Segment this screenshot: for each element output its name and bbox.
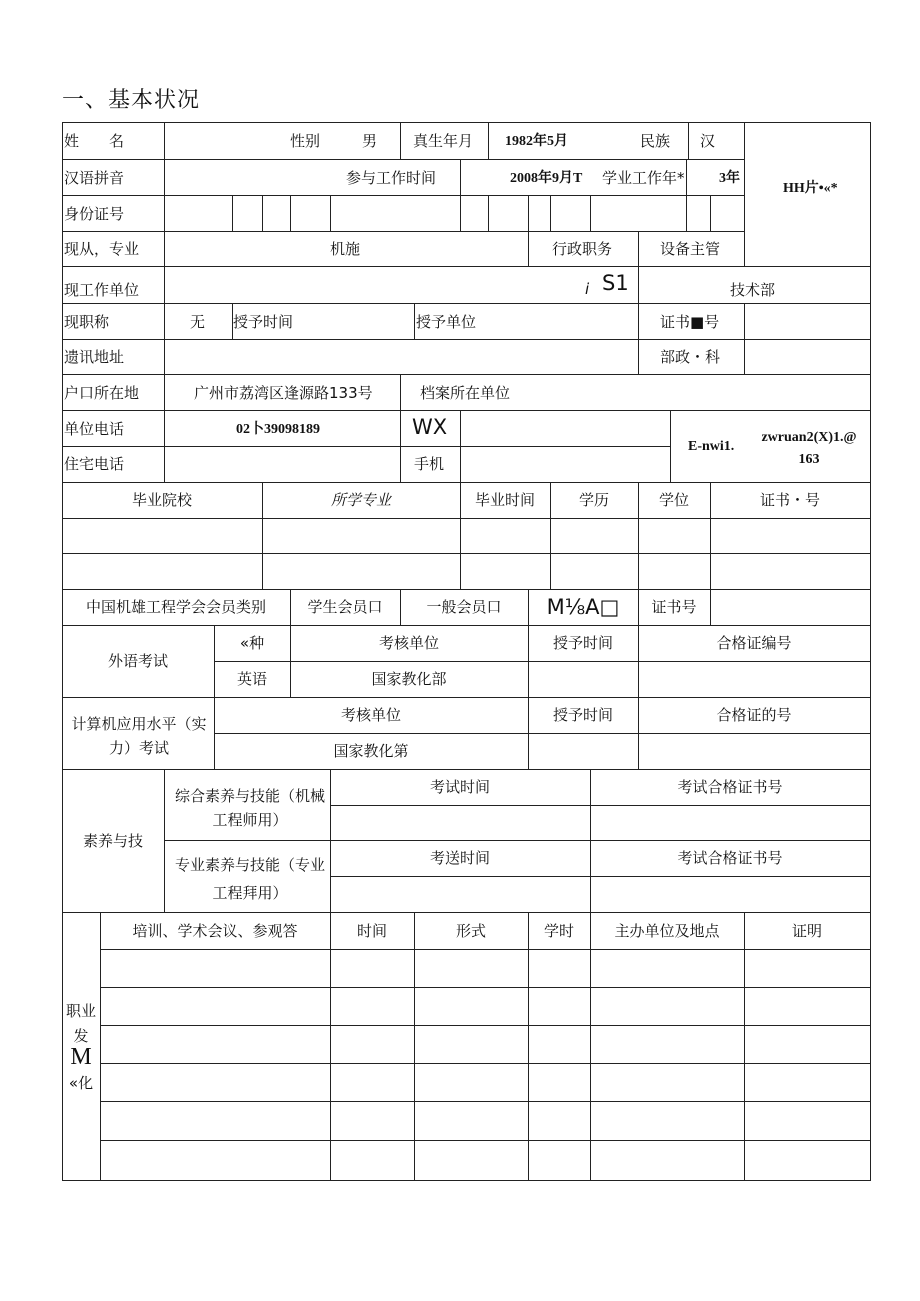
quality-general-label: 综合素养与技能（机械工程师用）: [174, 787, 325, 829]
admin-label: 行政职务: [552, 240, 613, 258]
birth-label: 真生年月: [413, 132, 474, 150]
edu-header-degree-level: 学历: [578, 491, 609, 509]
membership-cert-label: 证书号: [651, 598, 697, 616]
quality-label: 素养与技: [82, 832, 143, 850]
work-years-value: 3年: [719, 171, 740, 186]
quality-general-cert-label: 考试合格证书号: [677, 778, 783, 796]
dept-value: 技术部: [730, 281, 776, 299]
gender-value: 男: [362, 132, 378, 150]
training-header-proof: 证明: [791, 922, 822, 940]
title-value: 无: [190, 313, 206, 331]
edu-header-time: 毕业时间: [474, 491, 535, 509]
training-header-hours: 学时: [543, 922, 574, 940]
work-years-label: 学业工作年*: [602, 169, 685, 187]
unit-label: 现工作单位: [64, 281, 140, 299]
wx-mark: WX: [412, 415, 448, 439]
ethnicity-value: 汉: [700, 132, 716, 150]
computer-unit-label: 考核单位: [340, 706, 401, 724]
foreign-exam-label: 外语考试: [107, 652, 168, 670]
grant-unit-label: 授予单位: [416, 313, 477, 331]
training-header-host: 主办单位及地点: [614, 922, 720, 940]
admin-value: 设备主管: [660, 240, 721, 258]
quality-special-time-label: 考送时间: [429, 849, 490, 867]
quality-general-time-label: 考试时间: [429, 778, 490, 796]
training-header-form: 形式: [455, 922, 486, 940]
pinyin-label: 汉语拼音: [64, 169, 125, 187]
work-start-label: 参与工作时间: [346, 169, 437, 187]
foreign-lang-value: 英语: [236, 670, 267, 688]
training-side-3: M: [70, 1044, 92, 1070]
foreign-cert-label: 合格证编号: [716, 634, 792, 652]
work-start-value: 2008年9月T: [510, 171, 583, 186]
edu-header-cert: 证书・号: [759, 491, 820, 509]
quality-special-label: 专业素养与技能（专业工程拜用）: [174, 856, 325, 902]
hukou-value: 广州市荔湾区逢源路133号: [194, 384, 373, 402]
membership-other[interactable]: M⅛A□: [546, 595, 620, 619]
name-label: 姓 名: [64, 132, 125, 150]
gender-label: 性别: [290, 132, 321, 150]
id-label: 身份证号: [64, 205, 125, 223]
quality-special-cert-label: 考试合格证书号: [677, 849, 783, 867]
birth-value: 1982年5月: [505, 134, 568, 149]
home-phone-label: 住宅电话: [64, 455, 125, 473]
membership-general[interactable]: 一般会员口: [426, 598, 502, 616]
foreign-unit-label: 考核单位: [378, 634, 439, 652]
email-value: zwruan2(X)1.@ 163: [761, 430, 857, 467]
training-side-2: 发: [73, 1027, 89, 1045]
photo-placeholder: HH片•«*: [783, 181, 838, 196]
edu-header-major: 所学专业: [330, 491, 391, 509]
unit-mark-s1: S1: [602, 271, 629, 295]
computer-time-label: 授予时间: [552, 706, 613, 724]
computer-exam-label: 计算机应用水平（实力）考试: [71, 715, 207, 757]
title-label: 现职称: [64, 313, 110, 331]
training-header-activity: 培训、学术会议、参观答: [132, 922, 298, 940]
grant-time-label: 授予时间: [233, 313, 294, 331]
archive-label: 档案所在单位: [420, 384, 511, 402]
unit-phone-value: 02卜39098189: [236, 422, 320, 437]
unit-phone-label: 单位电话: [64, 420, 125, 438]
foreign-unit-value: 国家教化部: [371, 670, 447, 688]
training-side-1: 职业: [65, 1002, 96, 1020]
section-title: 一、基本状况: [62, 88, 201, 113]
edu-header-school: 毕业院校: [131, 491, 192, 509]
email-label: E-nwi1.: [688, 439, 735, 454]
cert-no-label: 证书■号: [660, 313, 720, 331]
edu-header-degree: 学位: [658, 491, 689, 509]
membership-student[interactable]: 学生会员口: [307, 598, 383, 616]
computer-cert-label: 合格证的号: [716, 706, 792, 724]
computer-unit-value: 国家教化第: [333, 742, 409, 760]
hukou-label: 户口所在地: [64, 384, 140, 402]
unit-mark-i: i: [585, 280, 590, 298]
zip-label: 部政・科: [660, 348, 721, 366]
training-side-4: «化: [68, 1074, 94, 1092]
mobile-label: 手机: [414, 455, 445, 473]
address-label: 遗讯地址: [64, 348, 125, 366]
foreign-lang-label: «种: [239, 634, 265, 652]
major-label: 现从，专业: [64, 240, 140, 258]
foreign-time-label: 授予时间: [552, 634, 613, 652]
ethnicity-label: 民族: [640, 132, 671, 150]
training-header-time: 时间: [356, 922, 387, 940]
membership-label: 中国机雄工程学会会员类别: [85, 598, 266, 616]
major-value: 机施: [330, 240, 361, 258]
